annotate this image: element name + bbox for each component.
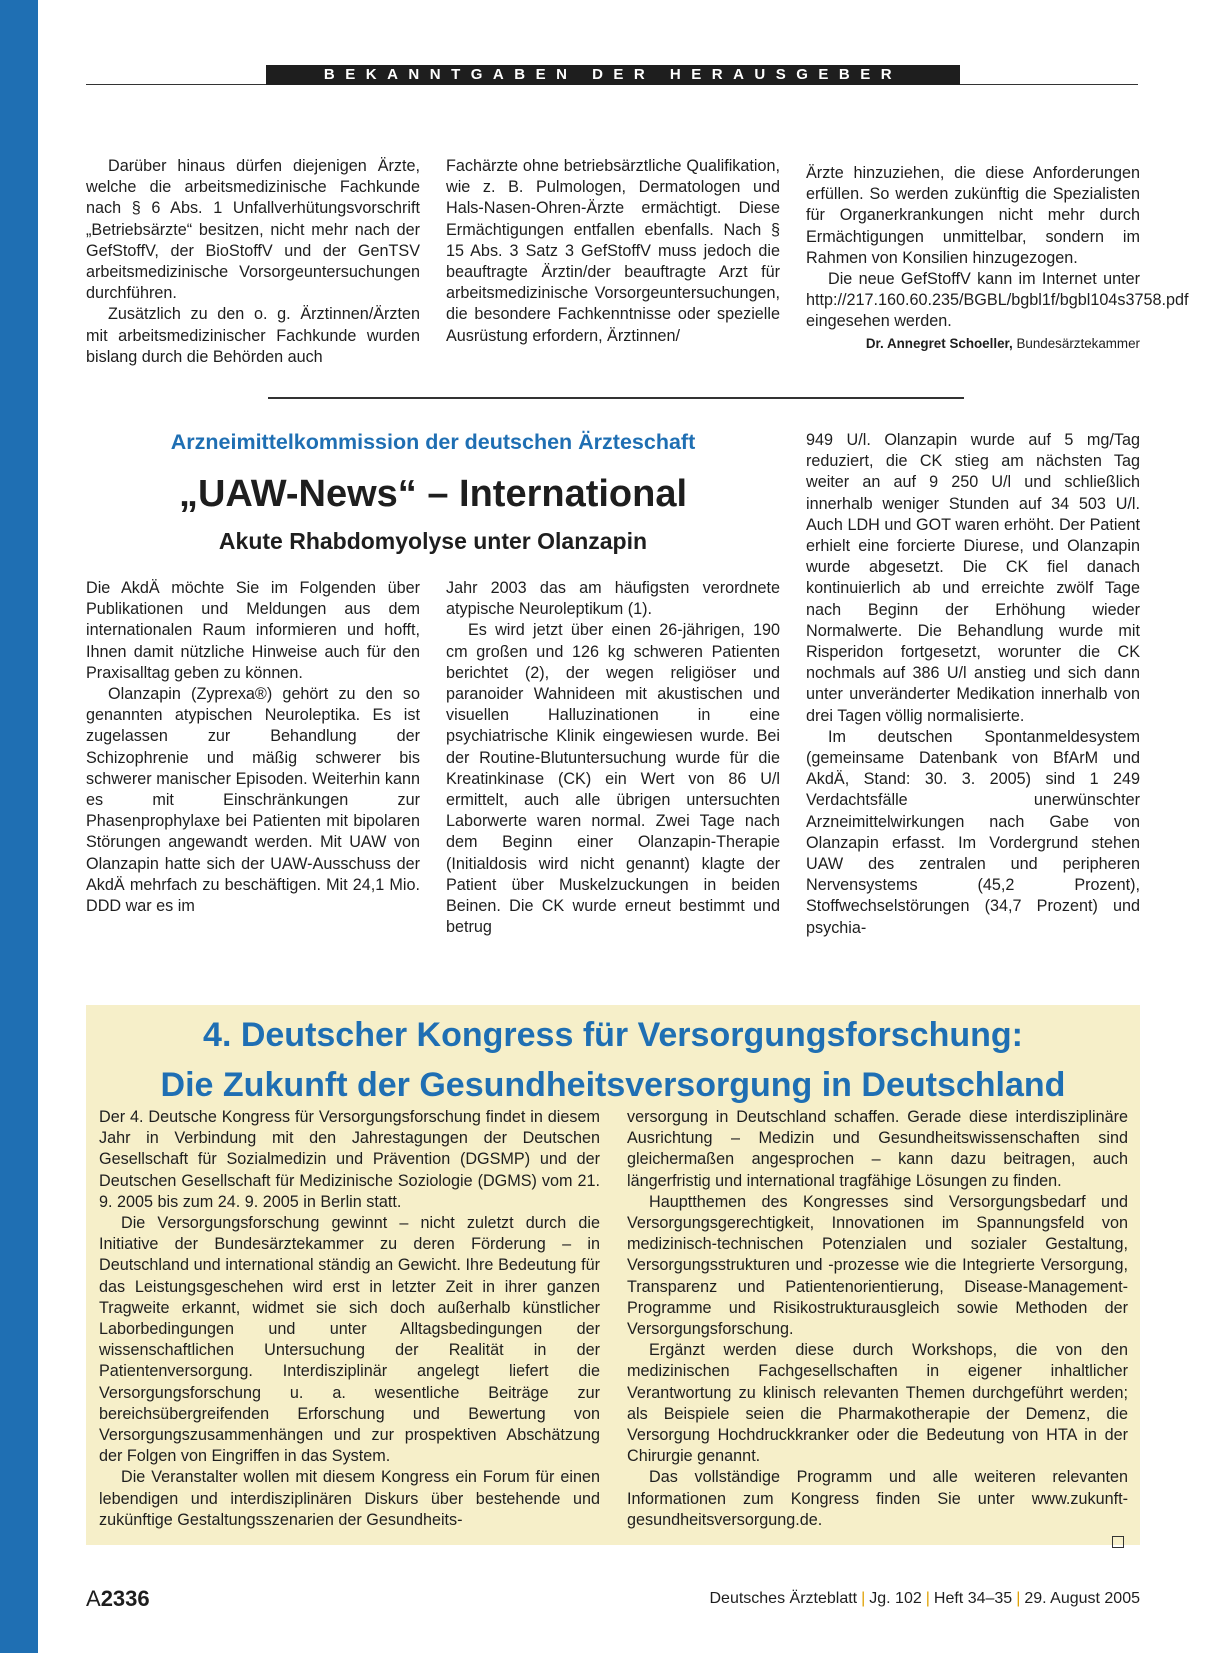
journal-volume: Jg. 102 <box>869 1590 922 1607</box>
paragraph: Die Versorgungsforschung gewinnt – nicht zuletzt durch die Initiative der Bundesärztekammer zu deren Förderung – in Deutschland und international ständig an Gewicht. Ihre Bedeutung für das Leistungsgeschehen wird erst in letzter Zeit in ihrer ganzen Tragweite erkannt, widmet sie sich doch außerhalb künstlicher Laborbedingungen und unter Alltagsbedingungen der wissenschaftlichen Untersuchung der Realität in der Patientenversorgung. Interdisziplinär angelegt liefert die Versorgungsforschung u. a. wesentliche Beiträge zur bereichsübergreifenden Erforschung und Bewertung von Versorgungszusammenhängen und zur prospektiven Abschätzung der Folgen von Eingriffen in das System. <box>99 1214 600 1466</box>
paragraph: Es wird jetzt über einen 26-jährigen, 190 cm großen und 126 kg schweren Patienten berichtet (2), der wegen religiöser und paranoider Wahnideen mit akustischen und visuellen Halluzinationen in eine psychiatrische Klinik eingewiesen wurde. Bei der Routine-Blutuntersuchung wurde für die Kreatinkinase (CK) ein Wert von 86 U/l ermittelt, auch alle übrigen untersuchten Laborwerte waren normal. Zwei Tage nach dem Beginn einer Olanzapin-Therapie (Initialdosis wird nicht genannt) klagte der Patient über Muskelzuckungen in beiden Beinen. Die CK wurde erneut bestimmt und betrug <box>446 621 780 937</box>
uaw-article-column-2 <box>446 578 780 938</box>
paragraph: Das vollständige Programm und alle weiteren relevanten Informationen zum Kongress finden Sie unter www.zukunft-gesundheitsversorgung.de. <box>627 1468 1128 1529</box>
top-article-column-3 <box>806 163 1189 354</box>
separator: | <box>925 1590 930 1607</box>
paragraph: Fachärzte ohne betriebsärztliche Qualifikation, wie z. B. Pulmologen, Dermatologen und Hals-Nasen-Ohren-Ärzte ermächtigt. Diese Ermächtigungen entfallen ebenfalls. Nach § 15 Abs. 3 Satz 3 GefStoffV muss jedoch die beauftragte Ärztin/der beauftragte Arzt für arbeitsmedizinische Vorsorgeuntersuchungen, die besondere Fachkenntnisse oder spezielle Ausrüstung erfordern, Ärztinnen/ <box>446 157 780 345</box>
journal-issue: Heft 34–35 <box>933 1590 1013 1607</box>
paragraph: versorgung in Deutschland schaffen. Gerade diese interdisziplinäre Ausrichtung – Medizin und Gesundheitswissenschaften sind gleichermaßen angesprochen – kann dazu beitragen, auch längerfristig und international tragfähige Lösungen zu finden. <box>627 1108 1128 1190</box>
paragraph: Die neue GefStoffV kann im Internet unter http://217.160.60.235/BGBL/bgbl1f/bgbl104s3758.pdf eingesehen werden. <box>806 270 1189 331</box>
journal-name: Deutsches Ärzteblatt <box>709 1590 858 1607</box>
paragraph: Hauptthemen des Kongresses sind Versorgungsbedarf und Versorgungsgerechtigkeit, Innovationen im Spannungsfeld von medizinisch-technischen Potenzialen und sozialer Gestaltung, Versorgungsstrukturen und -prozesse wie die Integrierte Versorgung, Transparenz und Patientenorientierung, Disease-Management-Programme und Risikostrukturausgleich sowie Methoden der Versorgungsforschung. <box>627 1192 1128 1339</box>
paragraph: Ärzte hinzuziehen, die diese Anforderungen erfüllen. So werden zukünftig die Spezialisten für Organerkrankungen nicht mehr durch Ermächtigungen unmittelbar, sondern im Rahmen von Konsilien hinzugezogen. <box>806 164 1140 267</box>
author-name: Dr. Annegret Schoeller, <box>865 335 1013 351</box>
top-article-column-1 <box>86 156 420 368</box>
announcement-column-1 <box>99 1107 600 1531</box>
page-number-value: 2336 <box>100 1586 150 1611</box>
announcement-column-2 <box>627 1107 1128 1548</box>
top-article-column-2 <box>446 156 780 347</box>
announcement-title <box>86 1010 1140 1110</box>
paragraph: Darüber hinaus dürfen diejenigen Ärzte, welche die arbeitsmedizinische Fachkunde nach § 6 Abs. 1 Unfallverhütungsvorschrift „Betriebsärzte“ besitzen, nicht mehr nach der GefStoffV, der BioStoffV und der GenTSV arbeitsmedizinische Vorsorgeuntersuchungen durchführen. <box>86 157 420 303</box>
paragraph: Der 4. Deutsche Kongress für Versorgungsforschung findet in diesem Jahr in Verbindung mit den Jahrestagungen der Deutschen Gesellschaft für Sozialmedizin und Prävention (DGSMP) und der Deutschen Gesellschaft für Medizinische Soziologie (DGMS) vom 21. 9. 2005 bis zum 24. 9. 2005 in Berlin statt. <box>99 1108 600 1211</box>
section-header: BEKANNTGABEN DER HERAUSGEBER <box>266 65 960 85</box>
page-prefix: A <box>86 1586 101 1611</box>
left-accent-bar <box>0 0 38 1653</box>
paragraph: Olanzapin (Zyprexa®) gehört zu den so genannten atypischen Neuroleptika. Es ist zugelassen zur Behandlung der Schizophrenie und mäßig schwerer bis schwerer manischer Episoden. Weiterhin kann es mit Einschränkungen zur Phasenprophylaxe bei Patienten mit bipolaren Störungen angewandt werden. Mit UAW von Olanzapin hatte sich der UAW-Ausschuss der AkdÄ mehrfach zu beschäftigen. Mit 24,1 Mio. DDD war es im <box>86 685 420 916</box>
separator: | <box>1016 1590 1021 1607</box>
article-subtitle: Akute Rhabdomyolyse unter Olanzapin <box>218 528 648 554</box>
article-title: „UAW-News“ – International <box>178 473 688 515</box>
journal-date: 29. August 2005 <box>1024 1590 1140 1607</box>
paragraph: Zusätzlich zu den o. g. Ärztinnen/Ärzten mit arbeitsmedizinischer Fachkunde wurden bislang durch die Behörden auch <box>86 305 420 366</box>
page-number <box>86 1586 150 1612</box>
article-organization: Arzneimittelkommission der deutschen Ärzteschaft <box>170 430 696 454</box>
paragraph: Ergänzt werden diese durch Workshops, die von den medizinischen Fachgesellschaften in eigener inhaltlicher Verantwortung zu klinisch relevanten Themen durchgeführt werden; als Beispiele seien die Pharmakotherapie der Demenz, die Versorgung Hochdruckkranker oder die Bedeutung von HTA in der Chirurgie genannt. <box>627 1341 1128 1466</box>
paragraph: Jahr 2003 das am häufigsten verordnete atypische Neuroleptikum (1). <box>446 579 780 619</box>
paragraph: Im deutschen Spontanmeldesystem (gemeinsame Datenbank von BfArM und AkdÄ, Stand: 30. 3. 2005) sind 1 249 Verdachtsfälle unerwünschter Arzneimittelwirkungen nach Gabe von Olanzapin erfasst. Im Vordergrund stehen UAW des zentralen und peripheren Nervensystems (45,2 Prozent), Stoffwechselstörungen (34,7 Prozent) und psychia- <box>806 727 1140 937</box>
end-of-article-mark <box>1112 1536 1124 1548</box>
journal-info <box>709 1590 1140 1608</box>
paragraph: 949 U/l. Olanzapin wurde auf 5 mg/Tag reduziert, die CK stieg am nächsten Tag weiter an auf 9 250 U/l und schließlich innerhalb weniger Stunden auf 34 503 U/l. Auch LDH und GOT waren erhöht. Der Patient erhielt eine forcierte Diurese, und Olanzapin wurde abgesetzt. Die CK fiel danach kontinuierlich ab und erreichte zwölf Tage nach Beginn der Erhöhung wieder Normalwerte. Die Behandlung wurde mit Risperidon fortgesetzt, worunter die CK nochmals auf 386 U/l anstieg und sich dann unter unveränderter Medikation innerhalb von drei Tagen völlig normalisierte. <box>806 431 1140 725</box>
announcement-title-line: 4. Deutscher Kongress für Versorgungsforschung: <box>203 1016 1023 1054</box>
announcement-title-line: Die Zukunft der Gesundheitsversorgung in Deutschland <box>160 1066 1066 1104</box>
paragraph: Die Veranstalter wollen mit diesem Kongress ein Forum für einen lebendigen und interdisziplinären Diskurs über bestehende und zukünftige Gestaltungsszenarien der Gesundheits- <box>99 1468 600 1529</box>
author-organization: Bundesärztekammer <box>1016 335 1140 351</box>
article-separator <box>268 397 964 399</box>
paragraph: Die AkdÄ möchte Sie im Folgenden über Publikationen und Meldungen aus dem internationalen Raum informieren und hofft, Ihnen damit nützliche Hinweise auch für den Praxisalltag geben zu können. <box>86 579 420 682</box>
separator: | <box>861 1590 866 1607</box>
author-signature <box>806 334 1140 354</box>
uaw-article-column-1 <box>86 578 420 917</box>
uaw-article-column-3 <box>806 430 1140 939</box>
